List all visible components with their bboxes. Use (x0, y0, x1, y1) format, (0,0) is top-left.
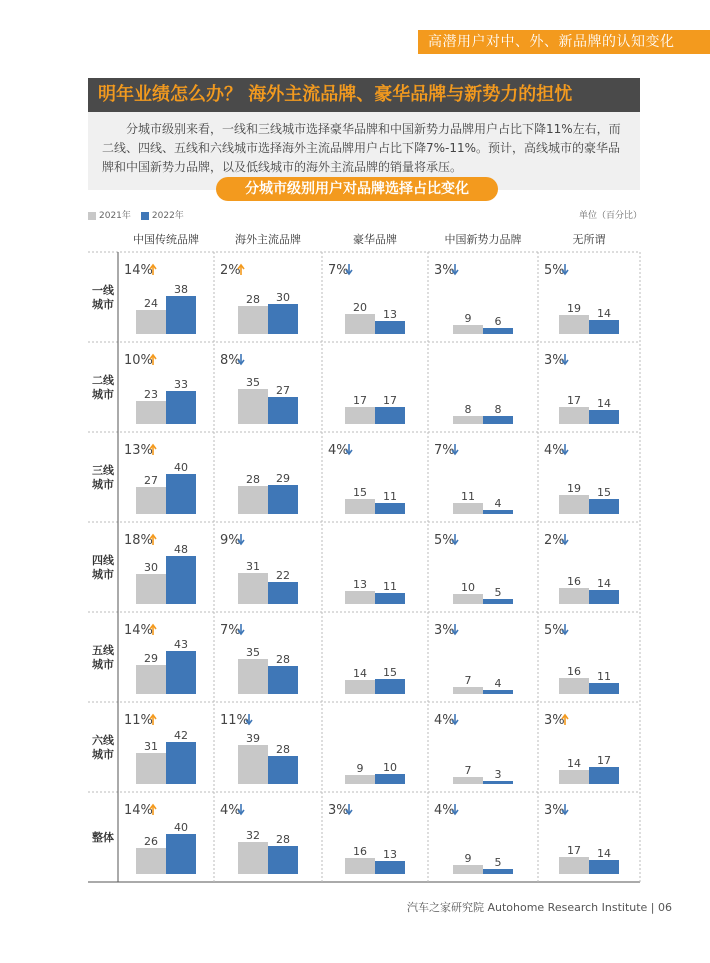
value-label-2021: 14 (353, 667, 367, 680)
change-label: 4% (434, 803, 455, 818)
value-label-2021: 39 (246, 732, 260, 745)
bar-2021 (453, 503, 483, 514)
value-label-2021: 7 (464, 674, 472, 687)
change-label: 3% (328, 803, 349, 818)
bar-2022 (483, 869, 513, 874)
value-label-2022: 8 (494, 403, 502, 416)
change-label: 5% (544, 623, 565, 638)
bar-2022 (375, 593, 405, 604)
bar-2022 (166, 834, 196, 874)
change-label: 8% (220, 353, 241, 368)
value-label-2022: 5 (494, 856, 502, 869)
column-header-4: 无所谓 (572, 233, 606, 246)
value-label-2022: 5 (494, 586, 502, 599)
bar-2022 (268, 582, 298, 604)
bar-2021 (136, 401, 166, 424)
bar-2021 (345, 499, 375, 514)
value-label-2021: 17 (567, 844, 581, 857)
value-label-2022: 48 (174, 543, 188, 556)
bar-2022 (589, 499, 619, 514)
bar-2022 (589, 320, 619, 334)
bar-2022 (589, 767, 619, 784)
unit-label: 单位（百分比） (578, 211, 642, 221)
bar-2022 (375, 861, 405, 874)
row-label-2: 城市 (92, 478, 114, 491)
bar-2022 (375, 321, 405, 334)
bar-2021 (238, 659, 268, 694)
value-label-2022: 11 (597, 670, 611, 683)
bar-2022 (375, 774, 405, 784)
change-label: 3% (544, 803, 565, 818)
bar-2022 (166, 391, 196, 424)
bar-2022 (166, 742, 196, 784)
bar-2021 (345, 314, 375, 334)
bar-2021 (136, 665, 166, 694)
bar-2021 (136, 310, 166, 334)
change-label: 4% (434, 713, 455, 728)
value-label-2022: 13 (383, 848, 397, 861)
bar-2021 (453, 594, 483, 604)
bar-2021 (559, 315, 589, 334)
value-label-2021: 23 (144, 388, 158, 401)
value-label-2022: 28 (276, 653, 290, 666)
value-label-2022: 30 (276, 291, 290, 304)
value-label-2022: 3 (494, 768, 502, 781)
value-label-2022: 40 (174, 821, 188, 834)
bar-2021 (453, 325, 483, 334)
value-label-2022: 11 (383, 580, 397, 593)
change-label: 3% (544, 713, 565, 728)
value-label-2021: 31 (246, 560, 260, 573)
bar-2021 (345, 680, 375, 694)
value-label-2022: 14 (597, 307, 611, 320)
bar-2021 (559, 495, 589, 514)
bar-2022 (589, 683, 619, 694)
bar-2021 (559, 678, 589, 694)
row-label-5: 城市 (92, 748, 114, 761)
value-label-2021: 28 (246, 293, 260, 306)
change-label: 7% (220, 623, 241, 638)
value-label-2021: 20 (353, 301, 367, 314)
value-label-2022: 14 (597, 847, 611, 860)
change-label: 14% (124, 263, 153, 278)
bar-2022 (375, 503, 405, 514)
value-label-2021: 7 (464, 764, 472, 777)
bar-2021 (238, 389, 268, 424)
change-label: 13% (124, 443, 153, 458)
legend-label-2021: 2021年 (99, 211, 131, 221)
row-label-2: 三线 (92, 464, 114, 477)
bar-2022 (375, 679, 405, 694)
change-label: 2% (220, 263, 241, 278)
bar-2022 (268, 304, 298, 334)
change-label: 14% (124, 803, 153, 818)
column-header-3: 中国新势力品牌 (444, 233, 522, 246)
chart-title: 分城市级别用户对品牌选择占比变化 (216, 177, 498, 201)
bar-2022 (483, 690, 513, 694)
bar-2022 (268, 846, 298, 874)
bar-2021 (559, 770, 589, 784)
bar-2021 (238, 573, 268, 604)
value-label-2021: 17 (353, 394, 367, 407)
change-label: 9% (220, 533, 241, 548)
row-label-3: 四线 (92, 554, 114, 567)
footer-credit: 汽车之家研究院 Autohome Research Institute | 06 (406, 901, 672, 914)
bar-2022 (589, 590, 619, 604)
bar-2021 (238, 486, 268, 514)
bar-2022 (166, 296, 196, 334)
value-label-2022: 38 (174, 283, 188, 296)
value-label-2021: 15 (353, 486, 367, 499)
bar-2022 (483, 416, 513, 424)
change-label: 2% (544, 533, 565, 548)
change-label: 11% (220, 713, 249, 728)
bar-2022 (483, 328, 513, 334)
change-label: 4% (220, 803, 241, 818)
row-label-1: 城市 (92, 388, 114, 401)
bar-2021 (559, 588, 589, 604)
value-label-2022: 13 (383, 308, 397, 321)
value-label-2021: 35 (246, 646, 260, 659)
change-label: 14% (124, 623, 153, 638)
row-label-0: 城市 (92, 298, 114, 311)
value-label-2022: 6 (494, 315, 502, 328)
value-label-2022: 15 (383, 666, 397, 679)
intro-paragraph: 分城市级别来看，一线和三线城市选择豪华品牌和中国新势力品牌用户占比下降11%左右，而二线、四线、五线和六线城市选择海外主流品牌用户占比下降7%-11%。预计，高线城市的豪华品牌和中国新势力品牌，以及低线城市的海外主流品牌的销量将承压。 (88, 112, 640, 190)
column-header-0: 中国传统品牌 (133, 233, 199, 246)
row-label-0: 一线 (92, 284, 114, 297)
bar-2021 (345, 407, 375, 424)
bar-2021 (238, 745, 268, 784)
value-label-2021: 35 (246, 376, 260, 389)
column-header-2: 豪华品牌 (353, 233, 397, 246)
change-label: 3% (544, 353, 565, 368)
bar-2022 (268, 485, 298, 514)
value-label-2022: 17 (383, 394, 397, 407)
bar-2022 (483, 510, 513, 514)
bar-2021 (238, 306, 268, 334)
bar-2021 (345, 858, 375, 874)
row-label-6: 整体 (92, 831, 114, 844)
change-label: 5% (544, 263, 565, 278)
change-label: 4% (544, 443, 565, 458)
value-label-2022: 10 (383, 761, 397, 774)
bar-2022 (589, 860, 619, 874)
value-label-2021: 24 (144, 297, 158, 310)
value-label-2022: 14 (597, 577, 611, 590)
bar-2021 (559, 407, 589, 424)
change-label: 18% (124, 533, 153, 548)
bar-2021 (136, 753, 166, 784)
change-label: 3% (434, 623, 455, 638)
row-label-4: 五线 (92, 644, 114, 657)
bar-2022 (589, 410, 619, 424)
change-label: 10% (124, 353, 153, 368)
value-label-2021: 9 (356, 762, 364, 775)
value-label-2021: 16 (353, 845, 367, 858)
section-label: 高潜用户对中、外、新品牌的认知变化 (418, 30, 710, 54)
value-label-2021: 26 (144, 835, 158, 848)
change-label: 3% (434, 263, 455, 278)
change-label: 11% (124, 713, 153, 728)
bar-2022 (375, 407, 405, 424)
value-label-2021: 31 (144, 740, 158, 753)
value-label-2021: 30 (144, 561, 158, 574)
value-label-2021: 10 (461, 581, 475, 594)
row-label-1: 二线 (92, 374, 114, 387)
value-label-2021: 11 (461, 490, 475, 503)
bar-2021 (453, 416, 483, 424)
value-label-2022: 42 (174, 729, 188, 742)
bar-2022 (268, 666, 298, 694)
row-label-4: 城市 (92, 658, 114, 671)
value-label-2022: 4 (494, 677, 502, 690)
value-label-2021: 9 (464, 852, 472, 865)
change-label: 4% (328, 443, 349, 458)
value-label-2021: 32 (246, 829, 260, 842)
value-label-2022: 33 (174, 378, 188, 391)
bar-2021 (136, 487, 166, 514)
value-label-2022: 22 (276, 569, 290, 582)
bar-2021 (453, 865, 483, 874)
value-label-2021: 9 (464, 312, 472, 325)
value-label-2022: 28 (276, 833, 290, 846)
bar-2021 (136, 848, 166, 874)
bar-2021 (345, 775, 375, 784)
value-label-2021: 19 (567, 482, 581, 495)
bar-2022 (268, 397, 298, 424)
bar-2022 (166, 474, 196, 514)
value-label-2022: 11 (383, 490, 397, 503)
value-label-2021: 16 (567, 575, 581, 588)
column-header-1: 海外主流品牌 (235, 233, 301, 246)
bar-2021 (345, 591, 375, 604)
change-label: 7% (434, 443, 455, 458)
value-label-2022: 43 (174, 638, 188, 651)
value-label-2022: 15 (597, 486, 611, 499)
value-label-2021: 27 (144, 474, 158, 487)
value-label-2021: 14 (567, 757, 581, 770)
bar-2021 (238, 842, 268, 874)
change-label: 5% (434, 533, 455, 548)
value-label-2022: 29 (276, 472, 290, 485)
value-label-2022: 27 (276, 384, 290, 397)
value-label-2021: 19 (567, 302, 581, 315)
value-label-2022: 17 (597, 754, 611, 767)
bar-2021 (136, 574, 166, 604)
bar-2022 (483, 781, 513, 784)
value-label-2022: 4 (494, 497, 502, 510)
bar-2022 (268, 756, 298, 784)
change-label: 7% (328, 263, 349, 278)
value-label-2021: 13 (353, 578, 367, 591)
bar-2022 (166, 556, 196, 604)
bar-2021 (453, 777, 483, 784)
bar-2021 (559, 857, 589, 874)
row-label-3: 城市 (92, 568, 114, 581)
value-label-2021: 17 (567, 394, 581, 407)
value-label-2021: 29 (144, 652, 158, 665)
row-label-5: 六线 (92, 734, 114, 747)
bar-2021 (453, 687, 483, 694)
value-label-2022: 40 (174, 461, 188, 474)
value-label-2022: 14 (597, 397, 611, 410)
value-label-2021: 8 (464, 403, 472, 416)
value-label-2022: 28 (276, 743, 290, 756)
bar-2022 (166, 651, 196, 694)
value-label-2021: 28 (246, 473, 260, 486)
legend-label-2022: 2022年 (151, 211, 184, 221)
value-label-2021: 16 (567, 665, 581, 678)
page-title: 明年业绩怎么办？ 海外主流品牌、豪华品牌与新势力的担忧 (88, 78, 640, 112)
bar-2022 (483, 599, 513, 604)
